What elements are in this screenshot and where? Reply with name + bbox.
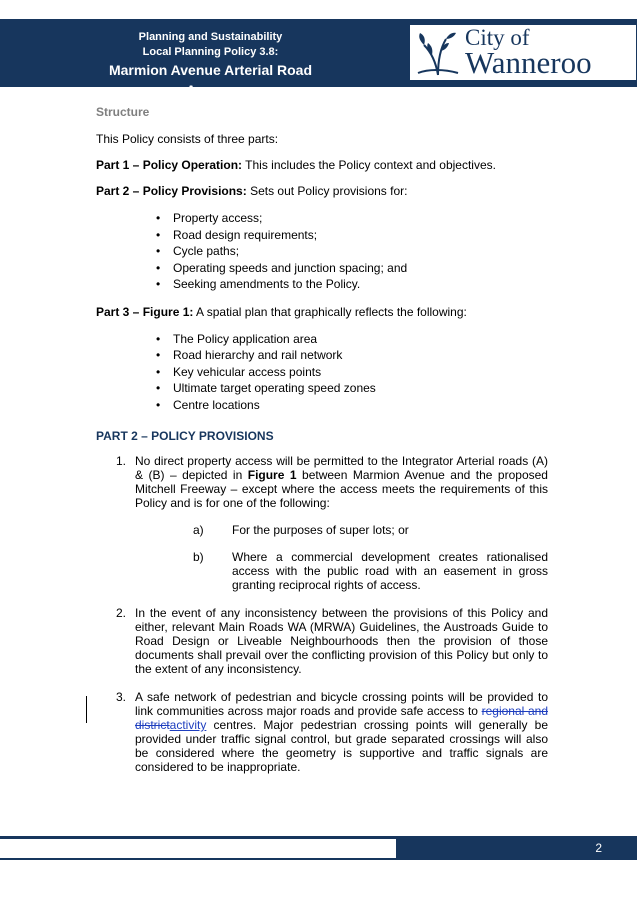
page-number: 2 — [595, 841, 602, 855]
item3-text-a: A safe network of pedestrian and bicycle crossing points will be provided to link communities across major roads and provide safe access to — [135, 690, 548, 718]
list-item: • Cycle paths; — [156, 243, 548, 260]
list-item: • The Policy application area — [156, 331, 548, 348]
item2-text: In the event of any inconsistency between the provisions of this Policy and either, relevant Main Roads WA (MRWA) Guidelines, the Austroads Guide to Road Design or Liveable Neighbourhoods then the provision of those documents shall prevail over the conflicting provision of this Policy but only to the extent of any inconsistency. — [135, 606, 548, 676]
revision-change-bar — [86, 696, 87, 723]
part2-text: Sets out Policy provisions for: — [246, 184, 408, 198]
logo-text-city-of: City of — [465, 25, 530, 50]
list-item: • Property access; — [156, 210, 548, 227]
page-header — [0, 19, 637, 98]
document-body — [96, 105, 548, 788]
tracked-deletion: regional and district — [135, 704, 548, 732]
sub-item-letter: b) — [193, 550, 204, 564]
provision-item-3 — [96, 690, 548, 774]
structure-heading: Structure — [96, 105, 150, 119]
list-item: • Seeking amendments to the Policy. — [156, 276, 548, 293]
list-item: • Key vehicular access points — [156, 364, 548, 381]
part1-text: This includes the Policy context and objectives. — [242, 158, 496, 172]
kangaroo-paw-icon — [416, 29, 460, 77]
item-number: 3. — [116, 690, 127, 704]
city-logo — [410, 25, 636, 80]
sub-item-text: For the purposes of super lots; or — [232, 523, 409, 537]
sub-item-letter: a) — [193, 523, 204, 537]
item1-text-b: between Marmion Avenue and the proposed Mitchell Freeway – except where the access meets the requirements of this Policy and is for one of the following: — [135, 468, 548, 510]
header-department: Planning and Sustainability — [138, 31, 283, 43]
part3-text: A spatial plan that graphically reflects the following: — [193, 304, 467, 319]
part2-label: Part 2 – Policy Provisions: — [96, 184, 247, 198]
provision-item-1 — [96, 454, 548, 592]
part2-bullet-list — [96, 210, 548, 293]
tracked-insertion: activity — [169, 718, 207, 732]
policy-provisions-heading: PART 2 – POLICY PROVISIONS — [96, 429, 274, 443]
item-number: 2. — [116, 606, 127, 620]
list-item: • Road hierarchy and rail network — [156, 347, 548, 364]
list-item: • Road design requirements; — [156, 227, 548, 244]
header-policy-number: Local Planning Policy 3.8: — [142, 46, 279, 58]
sub-item-b — [135, 550, 548, 592]
part3-paragraph — [96, 305, 548, 319]
footer-left-panel — [0, 839, 396, 860]
item1-text-a: No direct property access will be permitted to the Integrator Arterial roads (A) & (B) – depicted in — [135, 454, 548, 482]
part1-paragraph — [96, 158, 548, 172]
footer-bar — [396, 839, 637, 860]
logo-text-wanneroo: Wanneroo — [465, 45, 592, 80]
intro-paragraph: This Policy consists of three parts: — [96, 132, 279, 146]
sub-item-a — [135, 523, 548, 537]
part3-bullet-list — [96, 331, 548, 414]
list-item: • Operating speeds and junction spacing; and — [156, 260, 548, 277]
item3-text-b: centres. Major pedestrian crossing points will generally be provided under traffic signal control, but grade separated crossings will also be considered where the geometry is supportive and traffic signals are considered to be inappropriate. — [135, 718, 548, 774]
list-item: • Ultimate target operating speed zones — [156, 380, 548, 397]
part1-label: Part 1 – Policy Operation: — [96, 158, 243, 172]
header-policy-title: Marmion Avenue Arterial Road Access — [108, 62, 313, 98]
list-item: • Centre locations — [156, 397, 548, 414]
provisions-list — [96, 454, 548, 774]
sub-item-text: Where a commercial development creates rationalised access with the public road with an easement in gross granting reciprocal rights of access. — [232, 550, 548, 592]
provision-item-2 — [96, 606, 548, 676]
item-number: 1. — [116, 454, 127, 468]
part3-label: Part 3 – Figure 1: — [96, 304, 194, 319]
part2-paragraph — [96, 184, 548, 198]
figure-reference: Figure 1 — [247, 468, 297, 482]
header-titles — [88, 30, 333, 100]
